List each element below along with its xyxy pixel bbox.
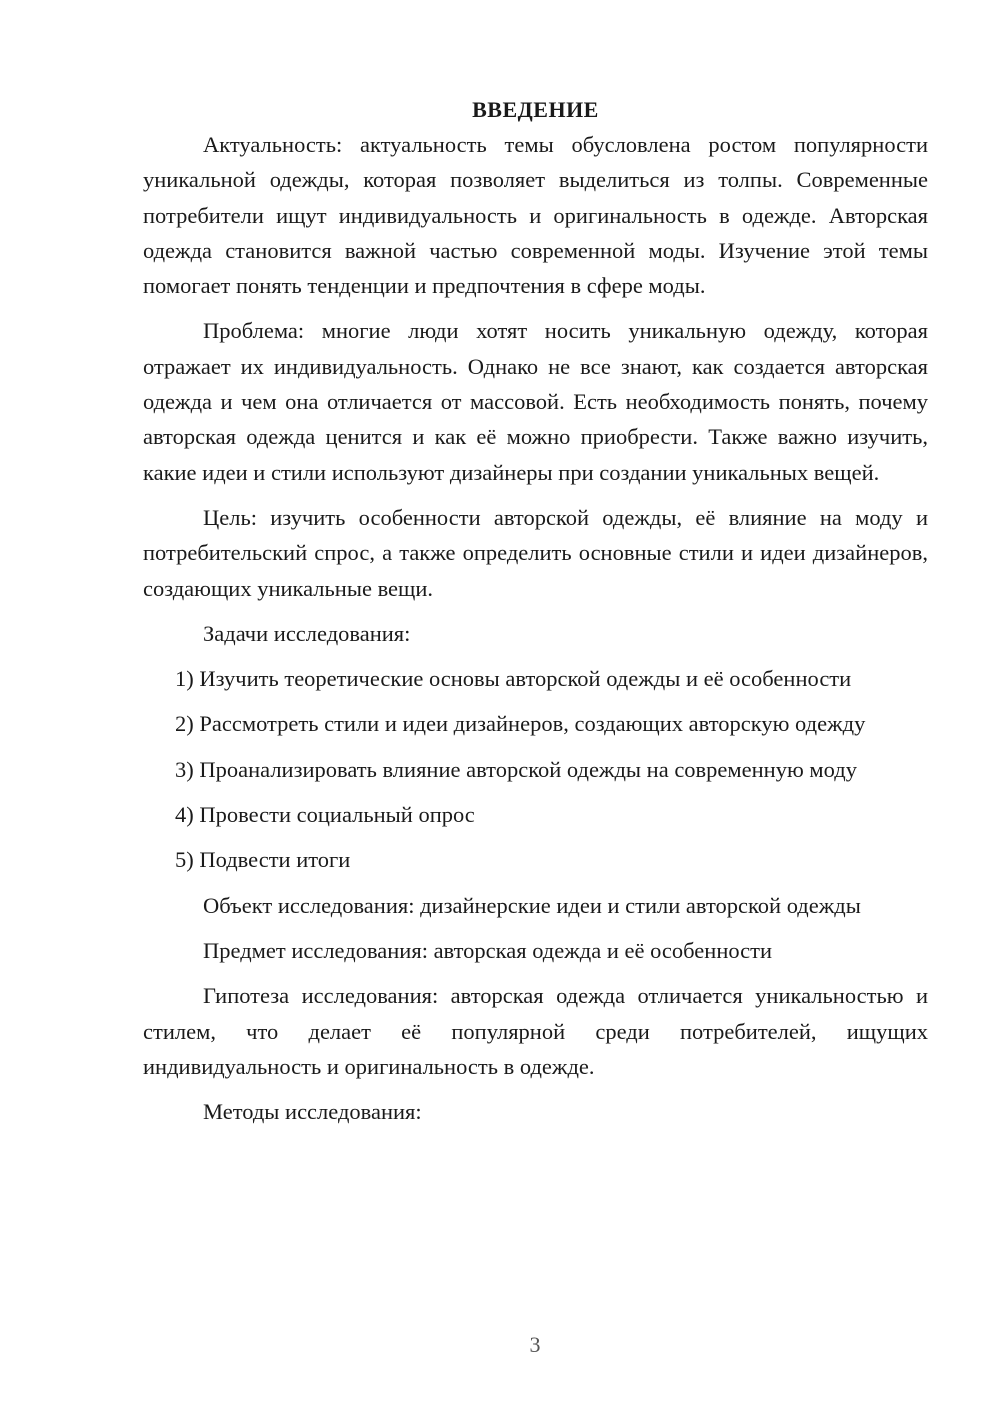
paragraph-hypothesis: Гипотеза исследования: авторская одежда отличается уникальностью и стилем, что делает её популярной среди потребителей, ищущих индивидуальность и оригинальность в одежде. <box>143 983 928 1079</box>
paragraph-problem: Проблема: многие люди хотят носить уникальную одежду, которая отражает их индивидуальность. Однако не все знают, как создается авторская одежда и чем она отличается от массовой. Есть необходимость понять, почему авторская одежда ценится и как её можно приобрести. Также важно изучить, какие идеи и стили используют дизайнеры при создании уникальных вещей. <box>143 318 928 485</box>
task-item-1: 1) Изучить теоретические основы авторской одежды и её особенности <box>175 666 852 692</box>
task-item-3: 3) Проанализировать влияние авторской одежды на современную моду <box>175 756 857 782</box>
task-item-2: 2) Рассмотреть стили и идеи дизайнеров, создающих авторскую одежду <box>175 711 866 737</box>
paragraph-relevance: Актуальность: актуальность темы обусловлена ростом популярности уникальной одежды, которая позволяет выделиться из толпы. Современные потребители ищут индивидуальность и оригинальность в одежде. Авторская одежда становится важной частью современной моды. Изучение этой темы помогает понять тенденции и предпочтения в сфере моды. <box>143 132 928 299</box>
page-number: 3 <box>529 1332 541 1357</box>
document-page <box>143 92 928 1129</box>
paragraph-methods: Методы исследования: <box>203 1099 422 1125</box>
task-item-5: 5) Подвести итоги <box>175 847 351 873</box>
paragraph-object: Объект исследования: дизайнерские идеи и стили авторской одежды <box>203 892 861 918</box>
page-title: ВВЕДЕНИЕ <box>472 97 599 122</box>
paragraph-tasks-heading: Задачи исследования: <box>203 620 411 646</box>
paragraph-subject: Предмет исследования: авторская одежда и её особенности <box>203 937 773 963</box>
task-item-4: 4) Провести социальный опрос <box>175 802 475 828</box>
paragraph-goal: Цель: изучить особенности авторской одежды, её влияние на моду и потребительский спрос, а также определить основные стили и идеи дизайнеров, создающих уникальные вещи. <box>143 504 928 601</box>
